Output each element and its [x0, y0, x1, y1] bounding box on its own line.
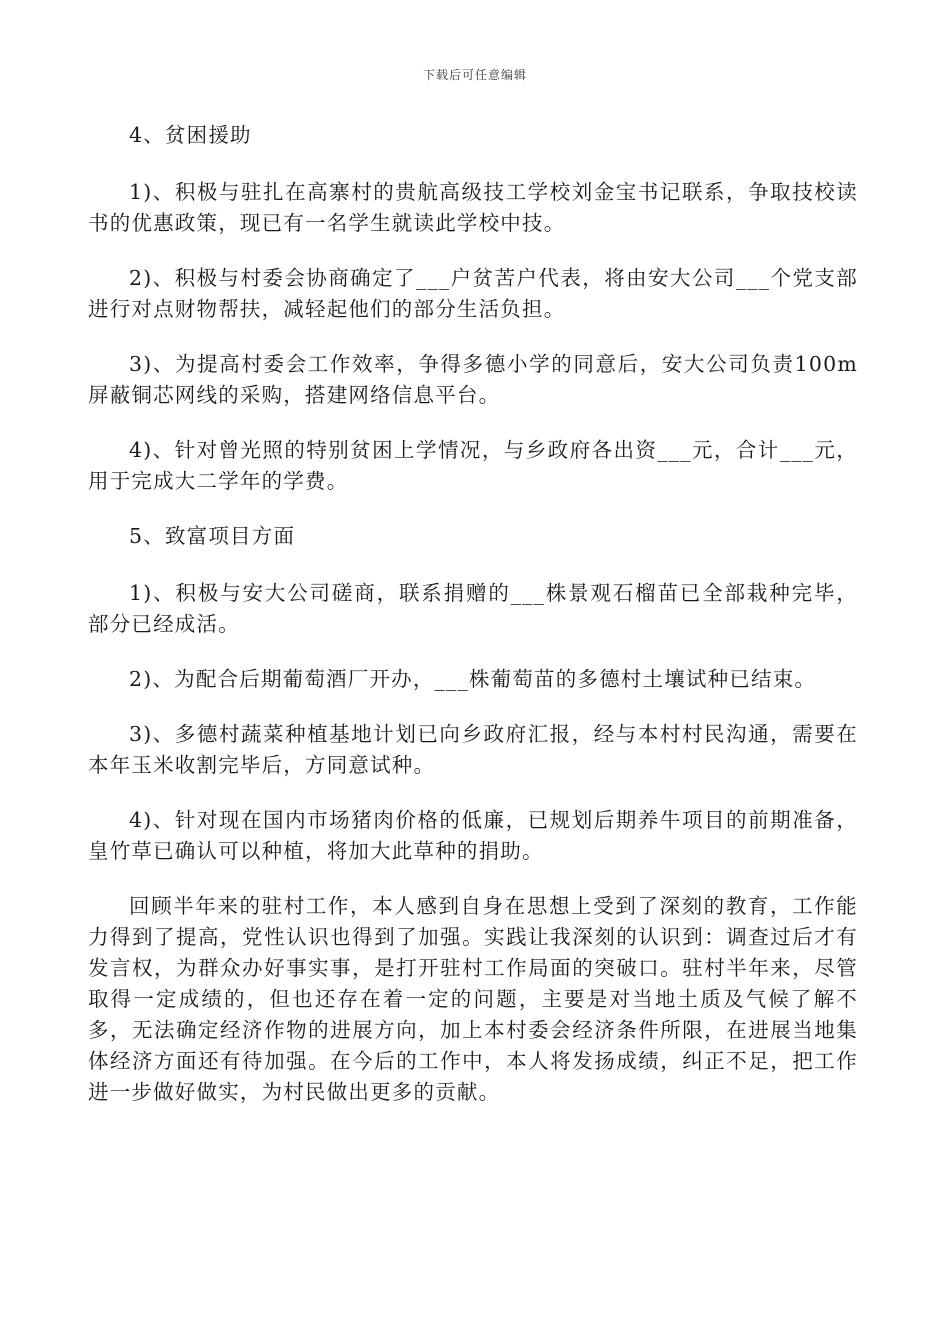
- paragraph-poverty-aid-2: 2)、积极与村委会协商确定了___户贫苦户代表，将由安大公司___个党支部进行对点财物帮扶，减轻起他们的部分生活负担。: [88, 266, 858, 321]
- paragraph-wealth-project-3: 3)、多德村蔬菜种植基地计划已向乡政府汇报，经与本村村民沟通，需要在本年玉米收割完毕后，方同意试种。: [88, 722, 858, 777]
- section-heading-poverty-aid: 4、贫困援助: [129, 123, 252, 147]
- paragraph-poverty-aid-1: 1)、积极与驻扎在高寨村的贵航高级技工学校刘金宝书记联系，争取技校读书的优惠政策，现已有一名学生就读此学校中技。: [88, 180, 858, 235]
- section-heading-wealth-projects: 5、致富项目方面: [129, 524, 296, 548]
- paragraph-wealth-project-2: 2)、为配合后期葡萄酒厂开办，___株葡萄苗的多德村土壤试种已结束。: [129, 667, 817, 691]
- page-header: 下载后可任意编辑: [422, 68, 527, 82]
- document-body: [88, 120, 858, 1132]
- paragraph-summary: 回顾半年来的驻村工作，本人感到自身在思想上受到了深刻的教育，工作能力得到了提高，党性认识也得到了加强。实践让我深刻的认识到：调查过后才有发言权，为群众办好事实事，是打开驻村工作局面的突破口。驻村半年来，尽管取得一定成绩的，但也还存在着一定的问题，主要是对当地土质及气候了解不多，无法确定经济作物的进展方向，加上本村委会经济条件所限，在进展当地集体经济方面还有待加强。在今后的工作中，本人将发扬成绩，纠正不足，把工作进一步做好做实，为村民做出更多的贡献。: [88, 894, 858, 1104]
- paragraph-wealth-project-1: 1)、积极与安大公司磋商，联系捐赠的___株景观石榴苗已全部栽种完毕，部分已经成活。: [88, 581, 858, 636]
- paragraph-poverty-aid-3: 3)、为提高村委会工作效率，争得多德小学的同意后，安大公司负责100m屏蔽铜芯网线的采购，搭建网络信息平台。: [88, 352, 858, 407]
- paragraph-poverty-aid-4: 4)、针对曾光照的特别贫困上学情况，与乡政府各出资___元，合计___元，用于完成大二学年的学费。: [88, 438, 858, 493]
- paragraph-wealth-project-4: 4)、针对现在国内市场猪肉价格的低廉，已规划后期养牛项目的前期准备，皇竹草已确认可以种植，将加大此草种的捐助。: [88, 808, 858, 863]
